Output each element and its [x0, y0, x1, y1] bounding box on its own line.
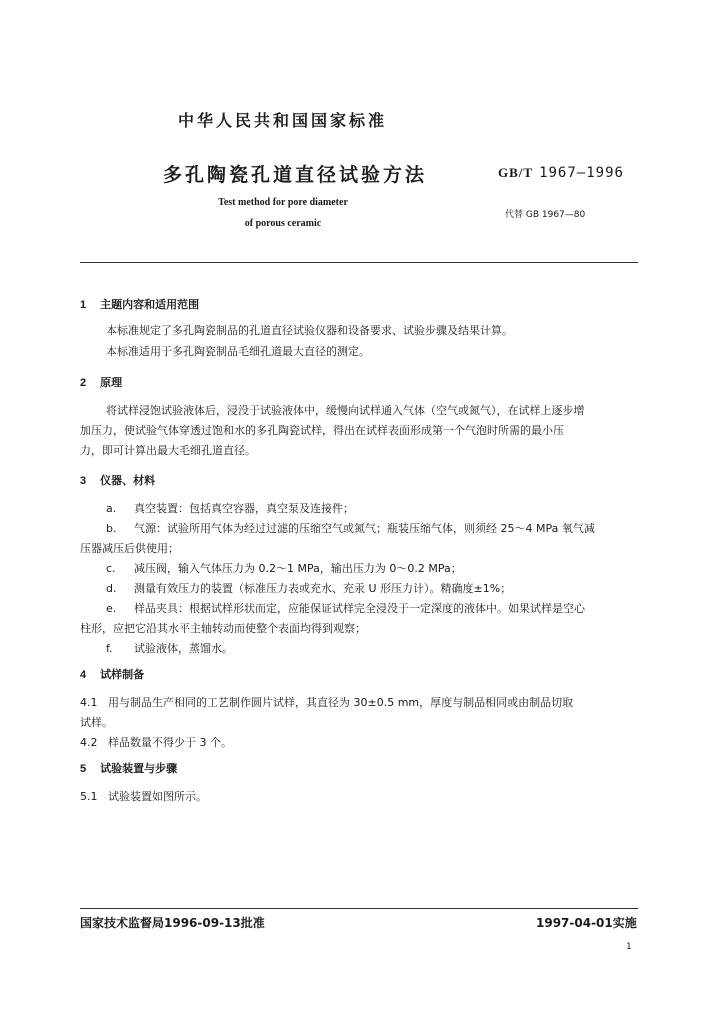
section-title: 试验装置与步骤	[100, 762, 178, 775]
section-heading-4	[80, 666, 144, 682]
english-title-line1: Test method for pore diameter	[218, 197, 348, 208]
clause-4-2	[80, 734, 232, 750]
standard-code-number: 1967—1996	[539, 165, 624, 181]
clause-text: 试验装置如图所示。	[108, 790, 207, 803]
footer-divider	[80, 908, 638, 909]
section-heading-5	[80, 760, 177, 776]
clause-number: 4.2	[80, 736, 98, 749]
section-title: 原理	[100, 376, 123, 389]
list-item	[106, 640, 233, 656]
header-divider	[80, 262, 638, 263]
section-title: 主题内容和适用范围	[100, 298, 200, 311]
clause-5-1	[80, 788, 207, 804]
paragraph-line: 力，即可计算出最大毛细孔道直径。	[80, 444, 256, 457]
section-number: 4	[80, 669, 87, 681]
document-title: 多孔陶瓷孔道直径试验方法	[163, 164, 428, 186]
standard-code-prefix: GB/T	[498, 165, 534, 180]
clause-text: 用与制品生产相同的工艺制作圆片试样，其直径为 30±0.5 mm，厚度与制品相同或由制品切取	[108, 696, 574, 709]
section-heading-3	[80, 472, 155, 488]
section-number: 5	[80, 763, 87, 775]
list-item	[106, 580, 511, 596]
replaces-note: 代替 GB 1967—80	[505, 210, 586, 220]
list-text: 真空装置：包括真空容器，真空泵及连接件；	[134, 502, 354, 515]
list-text: 气源：试验所用气体为经过过滤的压缩空气或氮气；瓶装压缩气体，则须经 25～4 MPa 氧气减	[134, 522, 595, 535]
list-item	[106, 560, 462, 576]
clause-4-1	[80, 694, 573, 710]
page-number: 1	[626, 942, 632, 952]
standard-code	[498, 165, 624, 181]
clause-number: 5.1	[80, 790, 98, 803]
list-item-continuation: 压器减压后供使用；	[80, 542, 179, 555]
section-number: 1	[80, 299, 87, 311]
approval-date: 国家技术监督局1996-09-13批准	[80, 916, 265, 930]
paragraph: 本标准规定了多孔陶瓷制品的孔道直径试验仪器和设备要求、试验步骤及结果计算。	[106, 324, 513, 337]
section-title: 仪器、材料	[100, 474, 156, 487]
section-number: 3	[80, 475, 87, 487]
clause-text: 样品数量不得少于 3 个。	[108, 736, 232, 749]
list-text: 试验液体，蒸馏水。	[134, 642, 233, 655]
clause-number: 4.1	[80, 696, 98, 709]
list-marker: e.	[106, 602, 117, 615]
section-number: 2	[80, 377, 87, 389]
list-text: 测量有效压力的装置（标准压力表或充水、充汞 U 形压力计）。精确度±1%；	[134, 582, 512, 595]
list-marker: f.	[106, 642, 113, 655]
list-text: 样品夹具：根据试样形状而定，应能保证试样完全浸没于一定深度的液体中。如果试样是空心	[134, 602, 585, 615]
paragraph-line: 加压力，使试验气体穿透过饱和水的多孔陶瓷试样，得出在试样表面形成第一个气泡时所需的最小压	[80, 424, 564, 437]
paragraph: 本标准适用于多孔陶瓷制品毛细孔道最大直径的测定。	[106, 345, 370, 358]
english-title-line2: of porous ceramic	[244, 218, 322, 229]
list-marker: c.	[106, 562, 116, 575]
section-heading-1	[80, 296, 199, 312]
list-item	[106, 600, 585, 616]
list-marker: b.	[106, 522, 117, 535]
effective-date: 1997-04-01实施	[536, 916, 637, 930]
list-item	[106, 500, 354, 516]
section-title: 试样制备	[100, 668, 145, 681]
list-marker: a.	[106, 502, 117, 515]
list-text: 减压阀，输入气体压力为 0.2～1 MPa，输出压力为 0～0.2 MPa；	[134, 562, 462, 575]
list-item	[106, 520, 595, 536]
national-standard-label: 中华人民共和国国家标准	[178, 111, 388, 130]
clause-continuation: 试样。	[80, 716, 113, 729]
paragraph-line: 将试样浸饱试验液体后，浸没于试验液体中，缓慢向试样通入气体（空气或氮气），在试样上逐步增	[106, 404, 585, 417]
section-heading-2	[80, 374, 122, 390]
list-item-continuation: 柱形，应把它沿其水平主轴转动而使整个表面均得到观察；	[80, 622, 366, 635]
list-marker: d.	[106, 582, 117, 595]
